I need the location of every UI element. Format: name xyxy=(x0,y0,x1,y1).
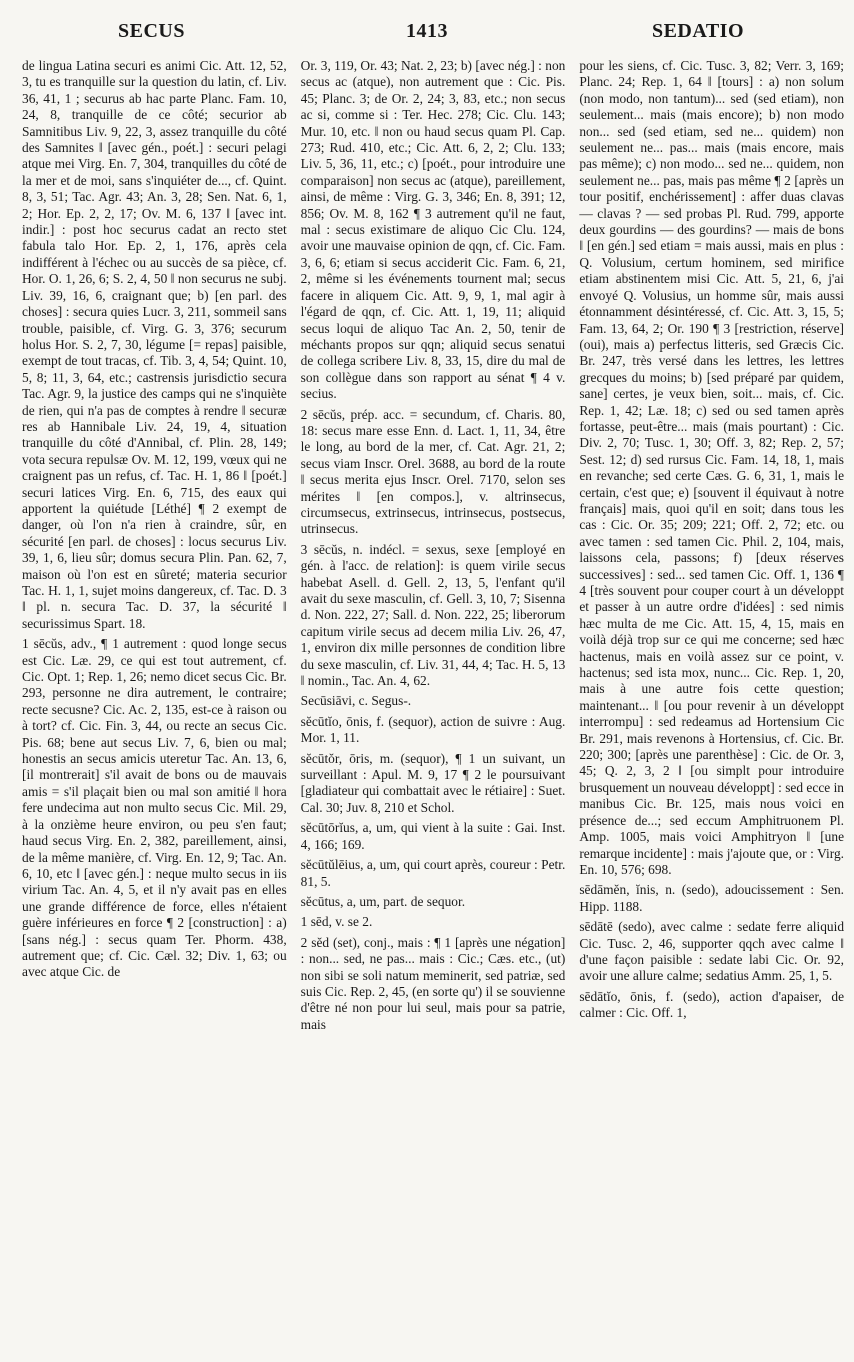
running-head xyxy=(0,20,854,48)
page-number: 1413 xyxy=(406,20,448,42)
entry-continuation: de lingua Latina securi es animi Cic. Att. 12, 52, 3, tu es tranquille sur la question du latin, cf. Liv. 36, 41, 1 ; securus ab hac parte Planc. Fam. 10, 24, 8, tranquille de ce côté; securior ab Samnitibus Liv. 9, 22, 3, assez tranquille du côté des Samnites ‖ [avec gén., poét.] : securi pelagi atque mei Virg. En. 7, 304, tranquilles du côté de la mer et de moi, sans s'inquiéter de..., cf. Quint. 8, 3, 51; Tac. Agr. 43; An. 3, 28; Sen. Nat. 6, 1, 2; Hor. Ep. 2, 2, 17; Ov. M. 6, 137 ‖ [avec int. indir.] : post hoc securus cadat an recto stet fabula talo Hor. Ep. 2, 1, 176, après cela indifférent à l'échec ou au succès de sa pièce, cf. Hor. O. 1, 26, 6; S. 2, 4, 50 ‖ non securus ne subj. Liv. 39, 16, 6, craignant que; b) [en parl. des choses] : secura quies Lucr. 3, 211, sommeil sans trouble, paisible, cf. Virg. G. 3, 376; securum holus Hor. S. 2, 7, 30, légume [= repas] paisible, exempt de tout tracas, cf. Tib. 3, 4, 54; Quint. 10, 5, 8; 11, 3, 64, etc.; castrensis jurisdictio secura Tac. Agr. 9, la justice des camps qui ne s'inquiète de rien, qui n'a pas de comptes à rendre ‖ securæ res ab Hannibale Liv. 24, 19, 4, situation tranquille du côté d'Annibal, cf. Plin. 28, 149; vota secura repulsæ Ov. M. 12, 199, vœux qui ne craignent pas un refus, cf. Tac. H. 1, 86 ‖ [poét.] securi latices Virg. En. 6, 715, des eaux qui apportent la quiétude [Léthé] ¶ 2 exempt de danger, où l'on n'a rien à craindre, sûr, en sécurité [en parl. de choses] : locus securus Liv. 39, 1, 6, lieu sûr; domus secura Plin. Pan. 62, 7, maison où l'on est en sûreté; materia securior Tac. H. 1, 1, sujet moins dangereux, cf. Tac. D. 3 ‖ pl. n. secura Tac. D. 37, la sécurité ‖ securissimus Spart. 18. xyxy=(22,58,287,631)
dictionary-entry: sĕcūtŭlēius, a, um, qui court après, coureur : Petr. 81, 5. xyxy=(300,857,566,889)
column-right xyxy=(579,58,844,1350)
entry-continuation: Or. 3, 119, Or. 43; Nat. 2, 23; b) [avec nég.] : non secus ac (atque), non autrement que : Cic. Pis. 45; Planc. 3; de Or. 2, 24; 3, 83, etc.; non secus ac si, comme si : Ter. Hec. 278; Cic. Clu. 143; Mur. 10, etc. ‖ non ou haud secus quam Pl. Cap. 273; Rud. 410, etc.; Cic. Att. 6, 2, 2; Clu. 133; Liv. 5, 36, 11, etc.; c) [poét., pour introduire une comparaison] non secus ac (atque), pareillement, ainsi, de même : Virg. G. 3, 346; En. 8, 391; 12, 856; Ov. M. 8, 162 ¶ 3 autrement qu'il ne faut, mal : secus existimare de aliquo Cic Clu. 124, avoir une mauvaise opinion de qqn, cf. Cic. Fam. 3, 6, 6; etiam si secus acciderit Cic. Fam. 6, 21, 2, même si les événements tournent mal; secus facere in aliquem Cic. Att. 9, 9, 1, mal agir à l'égard de qqn, cf. Cic. Att. 1, 19, 11; aliquid secus loqui de aliquo Tac An. 2, 50, tenir de méchants propos sur qqn; aliquid secus senatui de collega scribere Liv. 8, 33, 15, dire du mal de son collègue dans son rapport au sénat ¶ 4 v. secius. xyxy=(300,58,566,402)
column-middle xyxy=(301,58,566,1350)
left-guide-word: SECUS xyxy=(118,20,185,42)
dictionary-entry: sēdāmĕn, ĭnis, n. (sedo), adoucissement : Sen. Hipp. 1188. xyxy=(579,882,845,914)
dictionary-entry: sĕcūtŏr, ōris, m. (sequor), ¶ 1 un suivant, un surveillant : Apul. M. 9, 17 ¶ 2 le poursuivant [gladiateur qui combattait avec le rétiaire] : Suet. Cal. 30; Juv. 8, 210 et Schol. xyxy=(300,750,566,815)
dictionary-entry: sĕcūtōrĭus, a, um, qui vient à la suite : Gai. Inst. 4, 166; 169. xyxy=(300,820,566,852)
dictionary-entry: sēdātē (sedo), avec calme : sedate ferre aliquid Cic. Tusc. 2, 46, supporter qqch avec calme ‖ d'une façon paisible : sedate labi Cic. Or. 92, avoir une allure calme; sedatius Amm. 25, 1, 5. xyxy=(579,919,845,984)
dictionary-entry: 3 sēcŭs, n. indécl. = sexus, sexe [employé en gén. à l'acc. de relation]: is quem virile secus habebat Asell. d. Gell. 2, 13, 5, l'enfant qu'il avait du sexe masculin, cf. Gell. 3, 10, 7; Sisenna d. Non. 222, 27; Sall. d. Non. 222, 25; liberorum capitum virile secus ad decem milia Liv. 26, 47, 1, environ dix mille personnes de condition libre du sexe masculin, cf. Liv. 31, 44, 4; Tac. H. 5, 13 ‖ nomin., Tac. An. 4, 62. xyxy=(300,541,566,689)
dictionary-entry: sĕcūtus, a, um, part. de sequor. xyxy=(300,893,466,909)
right-guide-word: SEDATIO xyxy=(651,20,744,42)
dictionary-entry: 2 sĕd (set), conj., mais : ¶ 1 [après une négation] : non... sed, ne pas... mais : Cic.; Cæs. etc., (ut) non sibi se soli natum meminerit, sed patriæ, sed suis Cic. Rep. 2, 45, (en sorte qu') il se souvienne d'être né non pour lui seul, mais pour sa patrie, mais xyxy=(300,934,566,1032)
dictionary-entry: 2 sēcŭs, prép. acc. = secundum, cf. Charis. 80, 18: secus mare esse Enn. d. Lact. 1, 11, 34, être le long, au bord de la mer, cf. Cat. Agr. 21, 2; secus viam Inscr. Orel. 3688, au bord de la route ‖ secus merita ejus Inscr. Orel. 7170, selon ses mérites ‖ [en compos.], v. altrinsecus, circumsecus, extrinsecus, intrinsecus, postsecus, utrinsecus. xyxy=(300,406,566,537)
dictionary-entry: 1 sēcŭs, adv., ¶ 1 autrement : quod longe secus est Cic. Læ. 29, ce qui est tout autrement, cf. Cic. Opt. 1; Rep. 1, 26; nemo dicet secus Cic. Br. 293, personne ne dira autrement, le contraire; recte secusne? Cic. Ac. 2, 135, est-ce à raison ou à tort? cf. Cic. Fin. 3, 44, ou recte an secus Cic. Pis. 68; bene aut secus Liv. 7, 6, bien ou mal; honestis an secus amicis uteretur Tac. An. 13, 6, [il montrerait] s'il avait de bons ou de mauvais amis = s'il plaçait bien ou mal son amitié ‖ hora fere undecima aut non multo secus Cic. Mil. 29, à la onzième heure environ, ou peu s'en faut; haud secus Virg. En. 2, 382, pareillement, ainsi, de la même manière, cf. Virg. En. 12, 9; Tac. An. 6, 10, etc ‖ [avec gén.] : neque multo secus in iis virium Tac. An. 4, 5, et il n'y avait pas en elles une grande différence de force, elles n'étaient guère inférieures en force ¶ 2 [construction] : a) [sans nég.] : secus quam Ter. Phorm. 438, autrement que; cf. Cic. Cæl. 32; Div. 1, 63; ou avec atque Cic. de xyxy=(22,636,287,980)
dictionary-entry: Secūsiāvi, c. Segus-. xyxy=(300,693,412,709)
entry-continuation: pour les siens, cf. Cic. Tusc. 3, 82; Verr. 3, 169; Planc. 24; Rep. 1, 64 ‖ [tours] : a) non solum (non modo, non tantum)... sed (sed etiam), non seulement... mais (mais encore); b) non modo non... sed (sed etiam, sed ne... quidem) non seulement ne... pas... mais (mais encore, mais pas même); c) non modo... sed ne... quidem, non seulement ne... pas, mais pas même ¶ 2 [après un tour positif, enchérissement] : affer duas clavas — clavas ? — sed probas Pl. Rud. 799, apporte deux gourdins — des gourdins? — mais de bons ‖ [en gén.] sed etiam = mais aussi, mais en plus : Q. Volusium, certum hominem, sed mirifice etiam abstinentem misi Cic. Att. 5, 21, 6, j'ai envoyé Q. Volusius, un homme sûr, mais aussi étonnamment désintéressé, cf. Cic. Att. 3, 15, 5; Fam. 13, 64, 2; Or. 190 ¶ 3 [restriction, réserve] (oui), mais a) perfectus litteris, sed Græcis Cic. Br. 247, très versé dans les lettres, les lettres grecques du moins; b) [sed préparé par quidem, sane] certes, je veux bien, soit... mais, cf. Cic. Rep. 1, 42; Læ. 18; c) sed ou sed tamen après fortasse, peut-être... mais (mais pourtant) : Cic. Div. 2, 70; Tusc. 1, 30; Off. 3, 82; Rep. 2, 57; Sest. 12; d) sed rursus Cic. Fam. 14, 18, 1, mais en revanche; sed certe Cæs. G. 6, 31, 1, mais le certain, c'est que; e) [souvent il équivaut à notre français] mais, quoi qu'il en soit; dans tous les cas : Cic. Or. 35; 209; 221; Off. 2, 72; etc. ou avec tamen : sed tamen Cic. Phil. 2, 104, mais, laissons cela, passons; f) [deux réserves successives] : sed... sed tamen Cic. Off. 1, 136 ¶ 4 [très souvent pour couper court à un développt et passer à un autre ordre d'idées] : sed nimis hæc multa de me Cic. Att. 15, 4, 15, mais en voilà déjà trop sur ce qui me concerne; sed hæc hactenus, mais en voilà assez sur ce point, v. hactenus; sed ista mox, nunc... Cic. Rep. 1, 20, mais à une autre fois cette question; maintenant... ‖ [ou pour revenir à un développt interrompu] : sed redeamus ad Hortensium Cic Br. 291, mais revenons à Hortensius, cf. Cic. Br. 220; 300; [après une parenthèse] : Cic. de Or. 3, 45; Q. 2, 3, 2 ‖ [ou simplt pour introduire brusquement un nouveau développt] : sed ecce in manibus Cic. Br. 125, mais nous voici en présence de...; sed eccum Amphitruonem Pl. Amp. 1005, mais voici Amphitryon ‖ [une remarque incidente] : mais j'ajoute que, or : Virg. En. 10, 576; 698. xyxy=(579,58,845,877)
dictionary-entry: sēdātĭo, ōnis, f. (sedo), action d'apaiser, de calmer : Cic. Off. 1, xyxy=(579,988,845,1021)
text-columns xyxy=(22,58,844,1350)
dictionary-entry: sĕcūtĭo, ōnis, f. (sequor), action de suivre : Aug. Mor. 1, 11. xyxy=(300,713,566,746)
column-left xyxy=(22,58,287,1350)
dictionary-entry: 1 sēd, v. se 2. xyxy=(300,914,373,930)
